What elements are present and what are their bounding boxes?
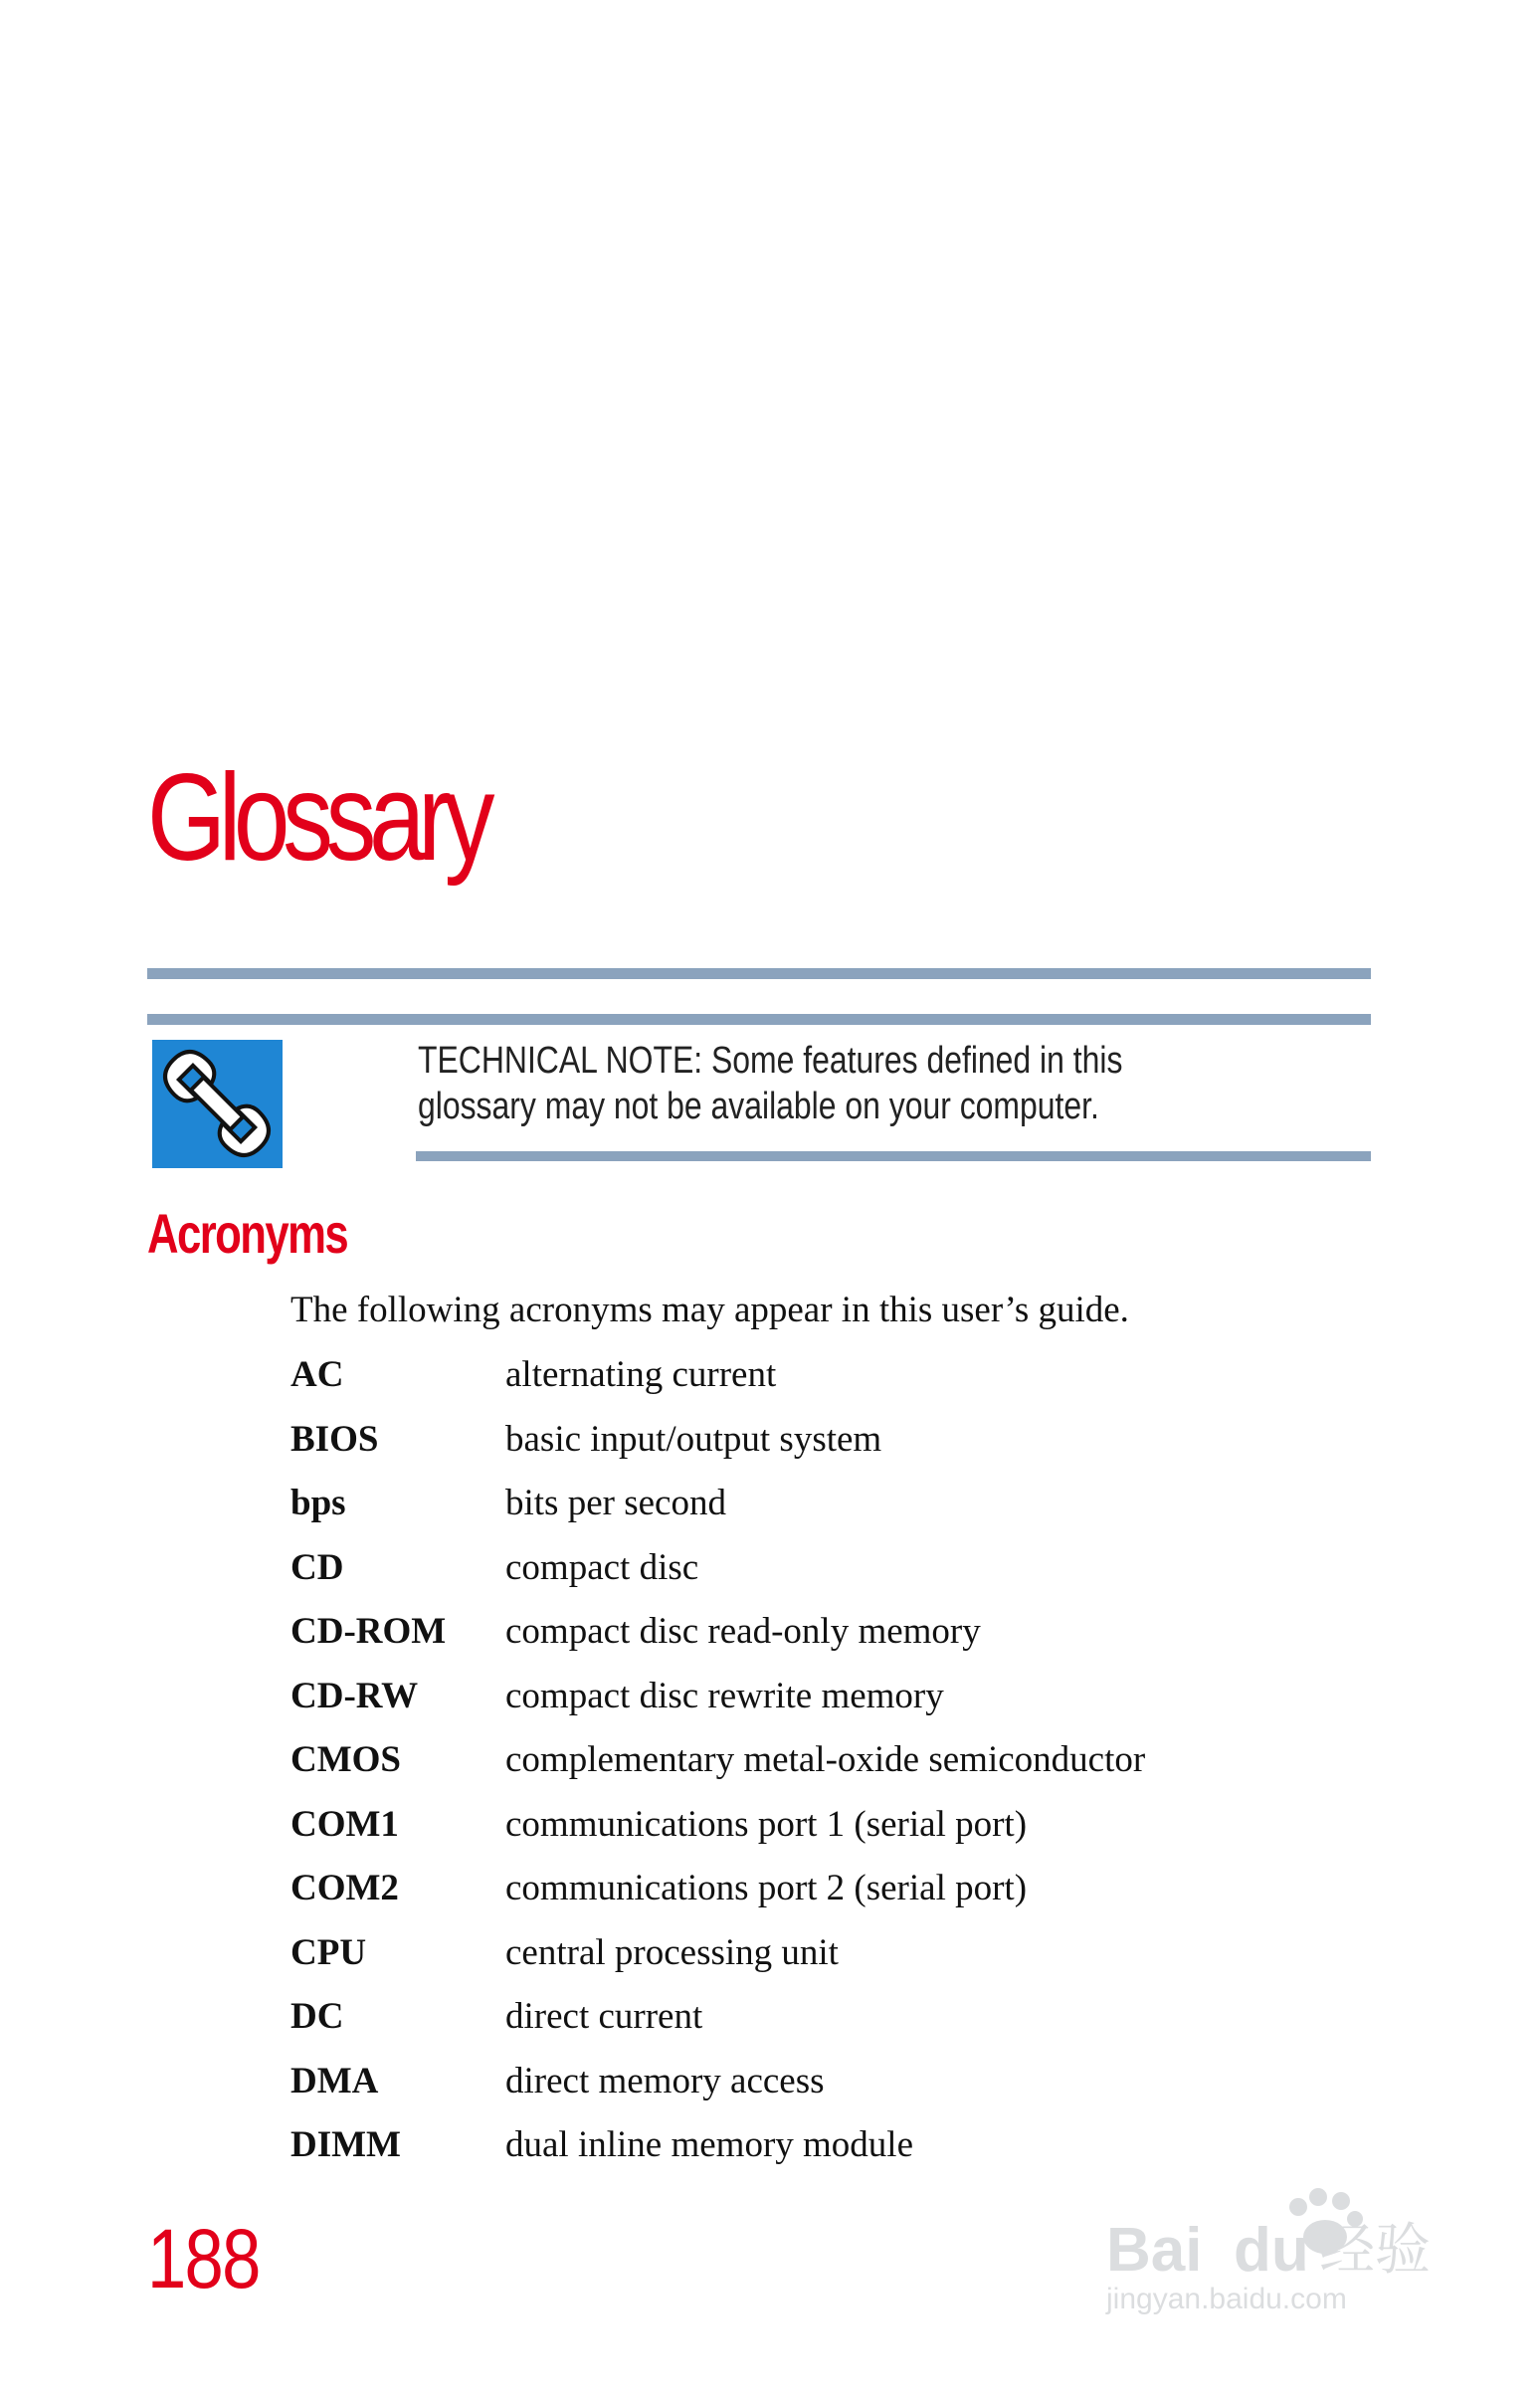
acronym-term: COM2	[290, 1868, 399, 1908]
acronym-row	[290, 1353, 1285, 1418]
acronym-definition: basic input/output system	[505, 1418, 882, 1460]
watermark-url: jingyan.baidu.com	[1106, 2283, 1347, 2315]
acronym-row	[290, 1482, 1285, 1546]
acronym-term: DIMM	[290, 2124, 401, 2165]
chapter-title: Glossary	[147, 749, 488, 887]
acronym-row	[290, 1867, 1285, 1931]
divider-note-bottom	[416, 1151, 1371, 1161]
divider-top	[147, 968, 1371, 979]
acronym-definition: central processing unit	[505, 1931, 839, 1973]
acronym-row	[290, 1995, 1285, 2060]
acronym-term: BIOS	[290, 1418, 379, 1460]
svg-text:Bai: Bai	[1106, 2216, 1203, 2285]
acronym-term: COM1	[290, 1803, 399, 1845]
acronym-term: DMA	[290, 2060, 379, 2101]
acronym-row	[290, 1675, 1285, 1739]
acronym-term: CD-ROM	[290, 1611, 447, 1652]
section-heading: Acronyms	[147, 1202, 348, 1265]
acronym-term: CPU	[290, 1931, 367, 1973]
acronym-definition: bits per second	[505, 1483, 726, 1523]
wrench-icon	[152, 1040, 283, 1168]
baidu-watermark	[1094, 2179, 1462, 2318]
acronym-row	[290, 2123, 1285, 2188]
technical-note-text: TECHNICAL NOTE: Some features defined in this glossary may not be available on your computer.	[418, 1040, 1123, 1127]
svg-text:du: du	[1234, 2216, 1309, 2285]
acronym-row	[290, 1418, 1285, 1483]
acronym-row	[290, 1546, 1285, 1611]
acronym-definition: compact disc read-only memory	[505, 1611, 981, 1652]
acronym-row	[290, 1803, 1285, 1868]
acronym-term: bps	[290, 1483, 346, 1523]
acronym-row	[290, 1738, 1285, 1803]
acronym-definition: direct memory access	[505, 2060, 825, 2101]
acronym-definition: communications port 2 (serial port)	[505, 1868, 1028, 1908]
acronym-definition: alternating current	[505, 1354, 777, 1395]
acronym-definition: complementary metal-oxide semiconductor	[505, 1739, 1146, 1780]
acronym-term: CD-RW	[290, 1675, 419, 1716]
acronym-row	[290, 1610, 1285, 1675]
acronym-definition: dual inline memory module	[505, 2124, 913, 2165]
acronym-list	[290, 1353, 1285, 2188]
acronym-term: AC	[290, 1354, 344, 1395]
acronym-row	[290, 1931, 1285, 1996]
divider-mid	[147, 1014, 1371, 1025]
acronym-definition: compact disc rewrite memory	[505, 1675, 944, 1716]
svg-text:经验: 经验	[1319, 2218, 1431, 2283]
acronym-row	[290, 2060, 1285, 2124]
section-intro: The following acronyms may appear in this user’s guide.	[290, 1290, 1129, 1330]
acronym-term: DC	[290, 1996, 344, 2037]
acronym-term: CD	[290, 1546, 344, 1588]
page-number: 188	[147, 2212, 260, 2305]
acronym-definition: direct current	[505, 1996, 703, 2037]
acronym-term: CMOS	[290, 1739, 401, 1780]
acronym-definition: compact disc	[505, 1546, 699, 1588]
acronym-definition: communications port 1 (serial port)	[505, 1803, 1028, 1845]
